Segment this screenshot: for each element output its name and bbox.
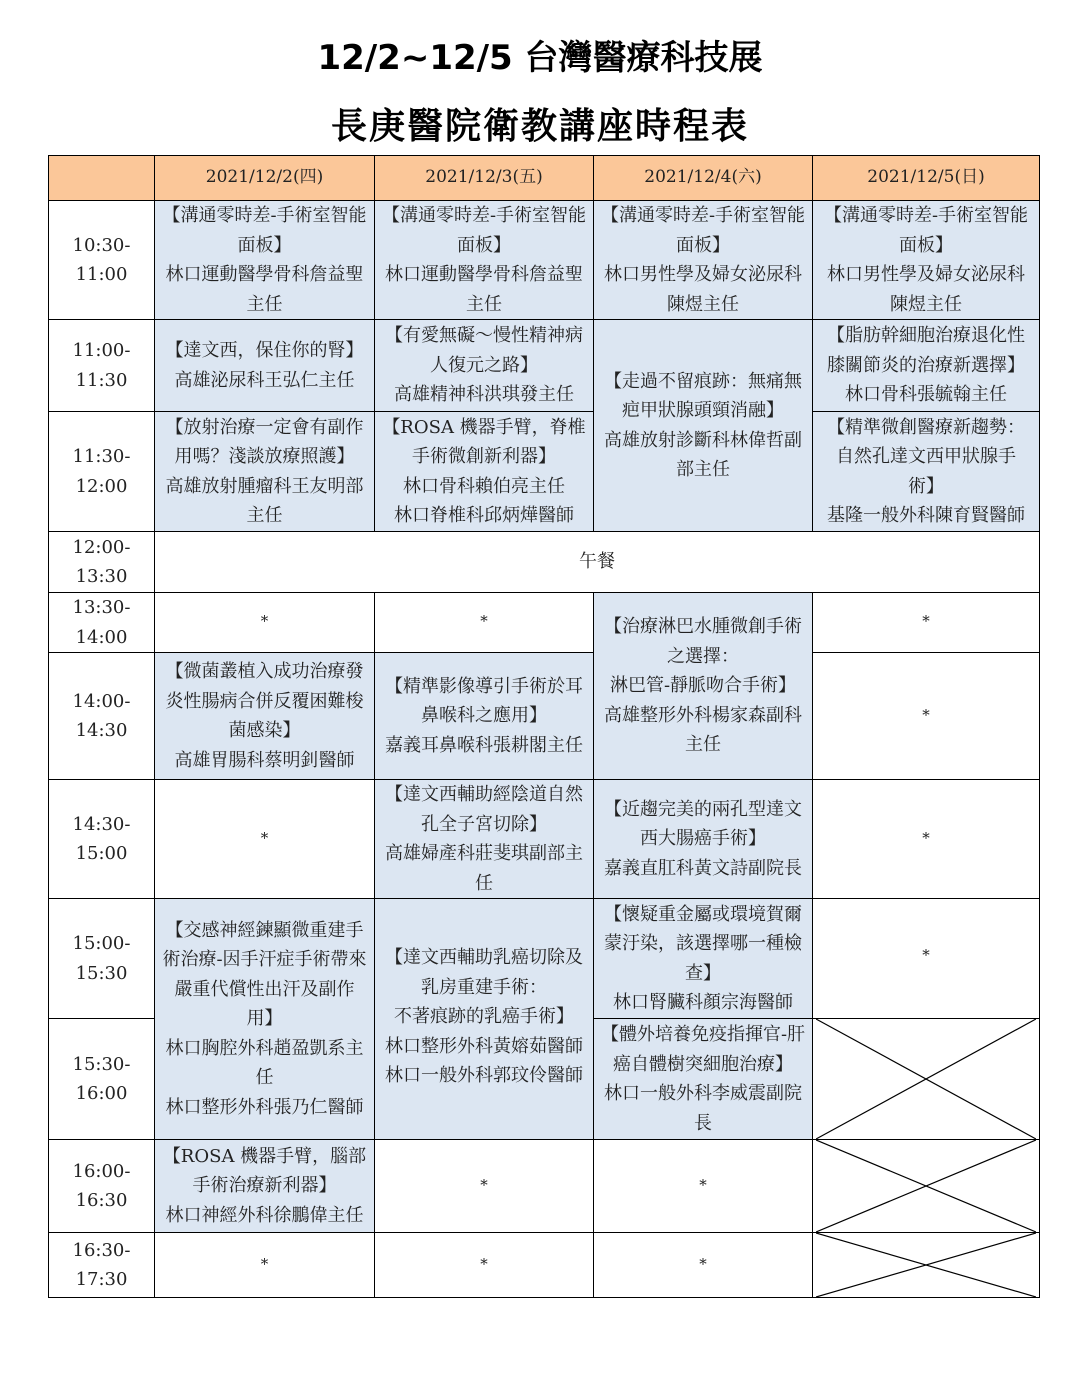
cross-out-mark: [816, 1233, 1036, 1297]
session-cell: 【溝通零時差-手術室智能 面板】 林口運動醫學骨科詹益聖 主任: [375, 201, 594, 320]
session-cell: 【精準微創醫療新趨勢： 自然孔達文西甲狀腺手 術】 基隆一般外科陳育賢醫師: [813, 412, 1040, 532]
session-cell: 【ROSA 機器手臂，脊椎 手術微創新利器】 林口骨科賴伯亮主任 林口脊椎科邱炳燁醫師: [375, 412, 594, 532]
session-cell: 【治療淋巴水腫微創手術 之選擇： 淋巴管-靜脈吻合手術】 高雄整形外科楊家森副科 主任: [594, 593, 813, 780]
page-subtitle: 長庚醫院衛教講座時程表: [330, 106, 749, 147]
header-row: [49, 156, 1040, 201]
unavailable-cell: [813, 1233, 1040, 1298]
unavailable-cell: [813, 1019, 1040, 1140]
session-cell: 【微菌叢植入成功治療發 炎性腸病合併反覆困難梭 菌感染】 高雄胃腸科蔡明釗醫師: [155, 653, 375, 780]
empty-cell: *: [813, 780, 1040, 899]
session-cell: 【溝通零時差-手術室智能 面板】 林口男性學及婦女泌尿科 陳煜主任: [594, 201, 813, 320]
session-cell: 【精準影像導引手術於耳 鼻喉科之應用】 嘉義耳鼻喉科張耕閣主任: [375, 653, 594, 780]
page-title: 12/2~12/5 台灣醫療科技展: [317, 38, 763, 78]
time-slot: 12:00- 13:30: [49, 532, 155, 593]
session-cell: 【懷疑重金屬或環境賀爾 蒙汙染，該選擇哪一種檢 查】 林口腎臟科顏宗海醫師: [594, 899, 813, 1019]
session-cell: 【達文西，保住你的腎】 高雄泌尿科王弘仁主任: [155, 320, 375, 412]
session-cell: 【近趨完美的兩孔型達文 西大腸癌手術】 嘉義直肛科黃文詩副院長: [594, 780, 813, 899]
empty-cell: *: [375, 593, 594, 653]
header-day-3: 2021/12/4(六): [594, 156, 813, 201]
header-day-1: 2021/12/2(四): [155, 156, 375, 201]
empty-cell: *: [594, 1140, 813, 1233]
time-slot: 10:30- 11:00: [49, 201, 155, 320]
time-slot: 13:30- 14:00: [49, 593, 155, 653]
header-day-2: 2021/12/3(五): [375, 156, 594, 201]
table-row: [49, 1233, 1040, 1298]
session-cell: 【脂肪幹細胞治療退化性 膝關節炎的治療新選擇】 林口骨科張毓翰主任: [813, 320, 1040, 412]
empty-cell: *: [375, 1233, 594, 1298]
session-cell: 【溝通零時差-手術室智能 面板】 林口運動醫學骨科詹益聖 主任: [155, 201, 375, 320]
empty-cell: *: [375, 1140, 594, 1233]
session-cell: 【達文西輔助乳癌切除及 乳房重建手術： 不著痕跡的乳癌手術】 林口整形外科黃嫆茹醫師 林口一般外科郭玟伶醫師: [375, 899, 594, 1140]
time-slot: 14:30- 15:00: [49, 780, 155, 899]
empty-cell: *: [813, 653, 1040, 780]
table-row: [49, 1140, 1040, 1233]
header-day-4: 2021/12/5(日): [813, 156, 1040, 201]
session-cell: 【ROSA 機器手臂，腦部 手術治療新利器】 林口神經外科徐鵬偉主任: [155, 1140, 375, 1233]
time-slot: 11:30- 12:00: [49, 412, 155, 532]
empty-cell: *: [594, 1233, 813, 1298]
empty-cell: *: [155, 780, 375, 899]
session-cell: 【體外培養免疫指揮官-肝 癌自體樹突細胞治療】 林口一般外科李威震副院 長: [594, 1019, 813, 1140]
empty-cell: *: [813, 899, 1040, 1019]
table-row: [49, 593, 1040, 653]
time-slot: 15:30- 16:00: [49, 1019, 155, 1140]
table-row: [49, 653, 1040, 780]
session-cell: 【走過不留痕跡：無痛無 疤甲狀腺頭頸消融】 高雄放射診斷科林偉哲副 部主任: [594, 320, 813, 532]
session-cell: 【有愛無礙～慢性精神病 人復元之路】 高雄精神科洪琪發主任: [375, 320, 594, 412]
cross-out-mark: [816, 1019, 1036, 1139]
time-slot: 15:00- 15:30: [49, 899, 155, 1019]
time-slot: 14:00- 14:30: [49, 653, 155, 780]
table-row: [49, 899, 1040, 1019]
session-cell: 【達文西輔助經陰道自然 孔全子宮切除】 高雄婦產科莊斐琪副部主 任: [375, 780, 594, 899]
lunch-cell: 午餐: [155, 532, 1040, 593]
time-slot: 16:00- 16:30: [49, 1140, 155, 1233]
cross-out-mark: [816, 1140, 1036, 1232]
table-row: [49, 780, 1040, 899]
table-row: [49, 201, 1040, 320]
time-slot: 16:30- 17:30: [49, 1233, 155, 1298]
time-slot: 11:00- 11:30: [49, 320, 155, 412]
session-cell: 【溝通零時差-手術室智能 面板】 林口男性學及婦女泌尿科 陳煜主任: [813, 201, 1040, 320]
empty-cell: *: [155, 1233, 375, 1298]
table-row: [49, 320, 1040, 412]
table-row: [49, 532, 1040, 593]
header-corner: [49, 156, 155, 201]
empty-cell: *: [813, 593, 1040, 653]
session-cell: 【放射治療一定會有副作 用嗎？淺談放療照護】 高雄放射腫瘤科王友明部 主任: [155, 412, 375, 532]
empty-cell: *: [155, 593, 375, 653]
table-row: [49, 412, 1040, 532]
schedule-table: [48, 155, 1040, 1298]
session-cell: 【交感神經鍊顯微重建手 術治療-因手汗症手術帶來 嚴重代償性出汗及副作 用】 林口胸腔外科趙盈凱系主 任 林口整形外科張乃仁醫師: [155, 899, 375, 1140]
unavailable-cell: [813, 1140, 1040, 1233]
